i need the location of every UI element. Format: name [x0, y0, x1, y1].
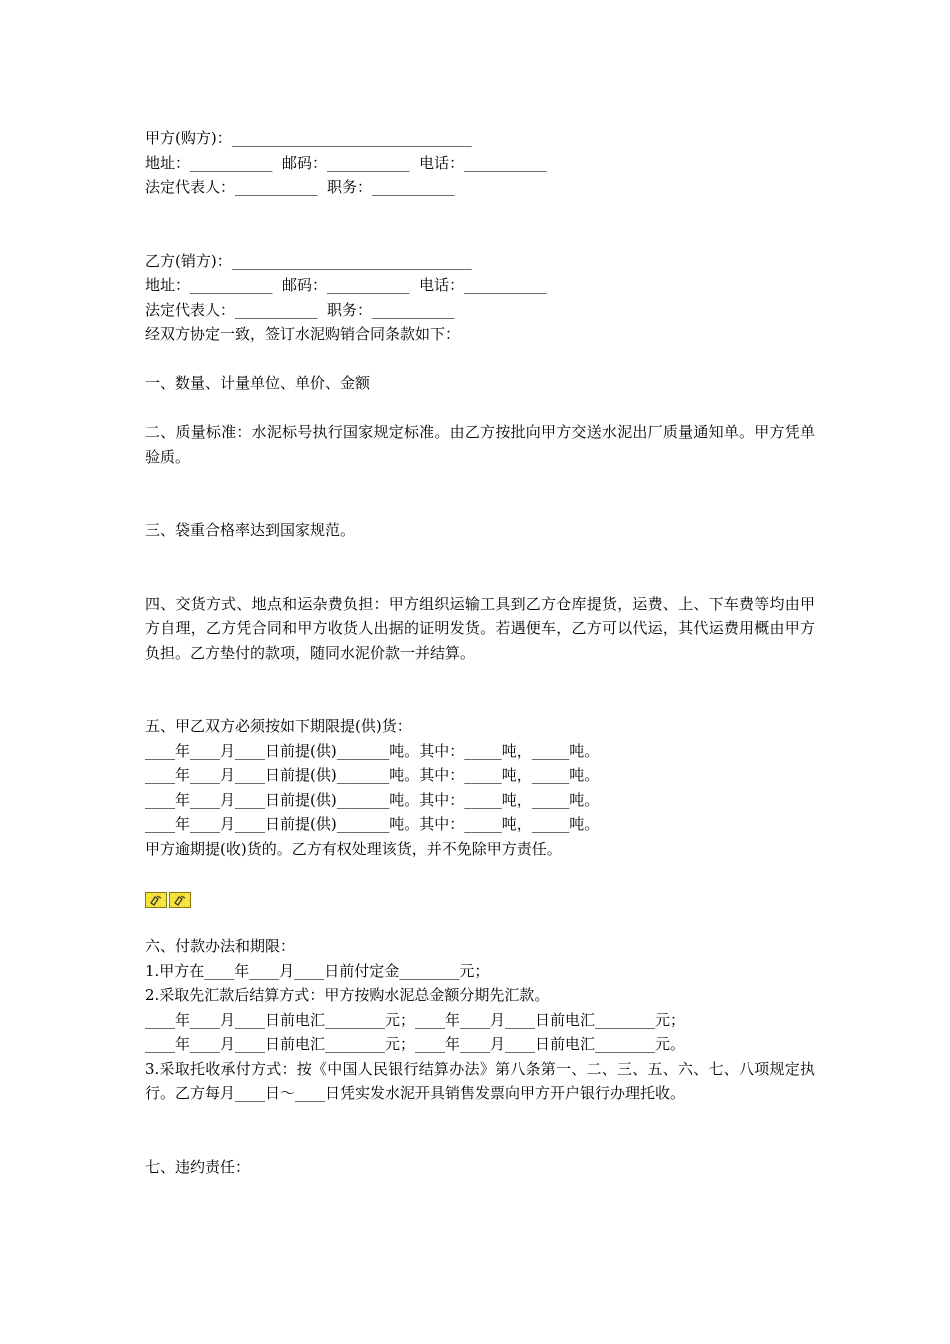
clause-6-item-3: 3.采取托收承付方式：按《中国人民银行结算办法》第八条第一、二、三、五、六、七、八项规定执行。乙方每月____日～____日凭实发水泥开具销售发票向甲方开户银行办理托收。	[145, 1059, 815, 1102]
clause-6-item-2: 2.采取先汇款后结算方式：甲方按购水泥总金额分期先汇款。	[145, 986, 550, 1004]
clause-5-row: ____年____月____日前提(供)_______吨。其中：_____吨，_____吨。	[145, 766, 600, 784]
clause-5-note: 甲方逾期提(收)货的。乙方有权处理该货，并不免除甲方责任。	[145, 839, 562, 858]
intro-text: 经双方协定一致，签订水泥购销合同条款如下：	[145, 325, 461, 343]
link-icon[interactable]	[169, 892, 191, 908]
party-b-address-line: 地址：___________ 邮码：___________ 电话：___________	[145, 276, 547, 294]
clause-5-title: 五、甲乙双方必须按如下期限提(供)货：	[145, 717, 412, 735]
party-a-address-line: 地址：___________ 邮码：___________ 电话：___________	[145, 153, 547, 172]
clause-5-row: ____年____月____日前提(供)_______吨。其中：_____吨，_____吨。	[145, 790, 600, 809]
clause-1: 一、数量、计量单位、单价、金额	[145, 374, 371, 392]
contract-page	[145, 126, 815, 1179]
clause-6-title: 六、付款办法和期限：	[145, 937, 296, 955]
clause-6-item-1: 1.甲方在____年____月____日前付定金________元；	[145, 961, 490, 980]
party-b-rep-line: 法定代表人：___________ 职务：___________	[145, 300, 455, 319]
clause-6-row-1: ____年____月____日前电汇________元；____年____月____日前电汇________元；	[145, 1010, 686, 1029]
clause-5-row: ____年____月____日前提(供)_______吨。其中：_____吨，_____吨。	[145, 741, 600, 760]
party-a-rep-line: 法定代表人：___________ 职务：___________	[145, 178, 455, 196]
clause-3: 三、袋重合格率达到国家规范。	[145, 521, 356, 539]
party-b-name-line: 乙方(销方)：________________________________	[145, 251, 472, 270]
clause-5-row: ____年____月____日前提(供)_______吨。其中：_____吨，_____吨。	[145, 815, 600, 833]
clause-6-row-2: ____年____月____日前电汇________元；____年____月____日前电汇________元。	[145, 1035, 686, 1053]
clause-7: 七、违约责任：	[145, 1157, 251, 1176]
party-a-name-line: 甲方(购方)：________________________________	[145, 129, 472, 147]
embedded-icons	[145, 892, 815, 910]
clause-2: 二、质量标准：水泥标号执行国家规定标准。由乙方按批向甲方交送水泥出厂质量通知单。甲方凭单验质。	[145, 423, 815, 466]
link-icon[interactable]	[145, 892, 167, 908]
clause-4: 四、交货方式、地点和运杂费负担：甲方组织运输工具到乙方仓库提货，运费、上、下车费等均由甲方自理，乙方凭合同和甲方收货人出据的证明发货。若遇便车，乙方可以代运，其代运费用概由甲方负担。乙方垫付的款项，随同水泥价款一并结算。	[145, 594, 815, 662]
